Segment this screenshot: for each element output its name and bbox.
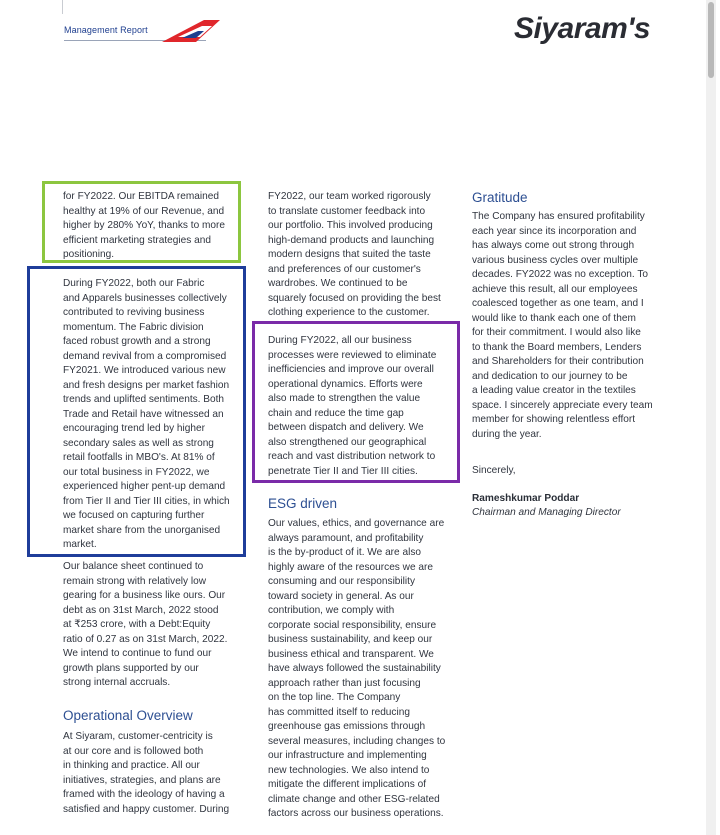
text-line: and preferences of our customer's — [268, 263, 421, 275]
text-line: FY2022, our team worked rigorously — [268, 191, 431, 202]
text-line: several measures, including changes to — [268, 735, 446, 747]
text-line: operational dynamics. Efforts were — [268, 378, 423, 390]
text-line: and fresh designs per market fashion — [63, 379, 230, 391]
business-processes-paragraph — [268, 334, 436, 479]
text-line: and Apparels businesses collectively — [63, 292, 227, 304]
text-line: have always followed the sustainability — [268, 663, 441, 674]
text-line: retail footfalls in MBO's. At 81% of — [63, 452, 215, 463]
business-momentum-paragraph — [63, 277, 230, 553]
text-line: We intend to continue to fund our — [63, 648, 212, 659]
text-line: also strengthened our geographical — [268, 436, 427, 448]
text-line: encouraging trend led by higher — [63, 423, 205, 434]
text-line: secondary sales as well as strong — [63, 437, 214, 449]
text-line: highly aware of the resources we are — [268, 561, 433, 573]
text-line: reach and vast distribution network to — [268, 451, 436, 462]
signer-role: Chairman and Managing Director — [472, 507, 621, 518]
customer-feedback-paragraph — [268, 190, 441, 321]
text-line: FY2021. We introduced various new — [63, 365, 226, 376]
text-line: for their commitment. I would also like — [472, 327, 641, 338]
text-line: approach rather than just focusing — [268, 677, 421, 689]
text-line: market. — [63, 539, 97, 550]
text-line: business ethical and transparent. We — [268, 648, 434, 660]
text-line: has committed itself to reducing — [268, 706, 410, 718]
text-line: and dedication to our journey to be — [472, 370, 628, 382]
text-line: always paramount, and profitability — [268, 532, 424, 544]
text-line: and Shareholders for their contribution — [472, 356, 644, 367]
text-line: squarely focused on providing the best — [268, 292, 441, 304]
text-line: experienced higher pent-up demand — [63, 481, 226, 492]
gratitude-paragraph — [472, 210, 653, 442]
text-line: chain and reduce the time gap — [268, 407, 404, 419]
text-line: in thinking and practice. All our — [63, 760, 200, 771]
scrollbar-track[interactable] — [706, 0, 716, 835]
text-line: gearing for a business like ours. Our — [63, 590, 226, 601]
brand-logo: Siyaram's — [514, 12, 651, 45]
text-line: contributed to reviving business — [63, 307, 205, 318]
swoosh-red-stripe — [162, 20, 220, 42]
text-line: mitigate the different implications of — [268, 779, 427, 790]
text-line: climate change and other ESG-related — [268, 793, 440, 805]
text-line: initiatives, strategies, and plans are — [63, 774, 221, 786]
ebitda-paragraph — [63, 190, 225, 263]
text-line: coalesced together as one team, and I — [472, 298, 644, 309]
text-line: demand revival from a compromised — [63, 350, 227, 362]
text-line: space. I sincerely appreciate every team — [472, 399, 653, 411]
gratitude-heading: Gratitude — [472, 190, 528, 205]
text-line: strong internal accruals. — [63, 677, 171, 688]
text-line: framed with the ideology of having a — [63, 789, 225, 800]
text-line: processes were reviewed to eliminate — [268, 349, 437, 361]
text-line: Trade and Retail have witnessed an — [63, 408, 224, 420]
text-line: our total business in FY2022, we — [63, 466, 210, 478]
text-line: efficient marketing strategies and — [63, 234, 211, 246]
text-line: inefficiencies and improve our overall — [268, 364, 434, 375]
text-line: Our balance sheet continued to — [63, 561, 204, 572]
text-line: also made to strengthen the value — [268, 393, 421, 404]
text-line: each year since its incorporation and — [472, 225, 637, 237]
text-line: high-demand products and launching — [268, 234, 435, 246]
text-line: would like to thank each one of them — [472, 312, 636, 324]
text-line: toward society in general. As our — [268, 590, 414, 602]
text-line: positioning. — [63, 249, 115, 260]
top-rule — [62, 0, 63, 14]
text-line: greenhouse gas emissions through — [268, 721, 426, 732]
text-line: is the by-product of it. We are also — [268, 547, 421, 558]
signer-name: Rameshkumar Poddar — [472, 493, 580, 504]
text-line: decades. FY2022 was no exception. To — [472, 269, 649, 280]
text-line: wardrobes. We continued to be — [268, 278, 408, 289]
text-line: clothing experience to the customer. — [268, 307, 430, 318]
text-line: At Siyaram, customer-centricity is — [63, 731, 213, 742]
text-line: remain strong with relatively low — [63, 575, 207, 587]
text-line: growth plans supported by our — [63, 662, 199, 674]
operational-overview-heading: Operational Overview — [63, 708, 193, 723]
swoosh-logo-icon — [160, 18, 222, 44]
sincerely-closing: Sincerely, — [472, 465, 516, 476]
text-line: has always come out strong through — [472, 240, 635, 251]
text-line: at ₹253 crore, with a Debt:Equity — [63, 619, 211, 630]
text-line: market share from the unorganised — [63, 524, 221, 536]
text-line: at our core and is followed both — [63, 745, 204, 757]
text-line: our infrastructure and implementing — [268, 750, 427, 761]
text-line: business sustainability, and keep our — [268, 634, 433, 645]
text-line: consuming and our responsibility — [268, 576, 416, 587]
esg-driven-heading: ESG driven — [268, 496, 338, 511]
text-line: healthy at 19% of our Revenue, and — [63, 205, 225, 217]
text-line: satisfied and happy customer. During — [63, 803, 230, 815]
report-label: Management Report — [64, 25, 148, 35]
text-line: The Company has ensured profitability — [472, 211, 645, 222]
text-line: for FY2022. Our EBITDA remained — [63, 191, 219, 202]
text-line: faced robust growth and a strong — [63, 336, 211, 347]
text-line: During FY2022, both our Fabric — [63, 278, 205, 289]
text-line: member for showing relentless effort — [472, 414, 636, 425]
text-line: momentum. The Fabric division — [63, 321, 204, 333]
text-line: modern designs that suited the taste — [268, 249, 431, 260]
operational-overview-paragraph — [63, 730, 229, 817]
text-line: new technologies. We also intend to — [268, 764, 430, 776]
text-line: higher by 280% YoY, thanks to more — [63, 220, 225, 231]
text-line: to thank the Board members, Lenders — [472, 341, 642, 353]
text-line: ratio of 0.27 as on 31st March, 2022. — [63, 633, 228, 645]
text-line: during the year. — [472, 428, 542, 440]
text-line: from Tier II and Tier III cities, in which — [63, 495, 230, 507]
text-line: between dispatch and delivery. We — [268, 422, 424, 433]
text-line: corporate social responsibility, ensure — [268, 619, 437, 631]
text-line: on the top line. The Company — [268, 692, 401, 703]
scrollbar-thumb[interactable] — [708, 2, 714, 78]
text-line: contribution, we comply with — [268, 605, 395, 616]
balance-sheet-paragraph — [63, 560, 227, 691]
text-line: achieve this result, all our employees — [472, 283, 638, 295]
text-line: Our values, ethics, and governance are — [268, 518, 445, 529]
text-line: our portfolio. This involved producing — [268, 220, 433, 231]
text-line: various business cycles over multiple — [472, 254, 639, 266]
text-line: to translate customer feedback into — [268, 205, 426, 217]
text-line: During FY2022, all our business — [268, 335, 412, 346]
text-line: factors across our business operations. — [268, 808, 444, 819]
text-line: debt as on 31st March, 2022 stood — [63, 604, 219, 616]
text-line: penetrate Tier II and Tier III cities. — [268, 465, 418, 477]
esg-paragraph — [268, 517, 445, 822]
text-line: a leading value creator in the textiles — [472, 385, 636, 396]
text-line: trends and uplifted sentiments. Both — [63, 394, 225, 405]
text-line: we focused on capturing further — [63, 510, 205, 521]
